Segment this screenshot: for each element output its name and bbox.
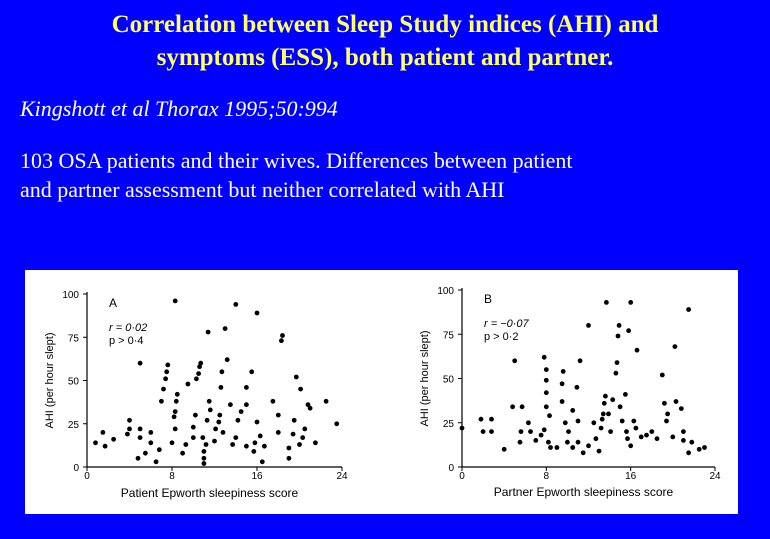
panel-a-y-axis-label: AHI (per hour slept) <box>44 332 56 429</box>
panel-a-stat-p: p > 0·4 <box>109 335 144 347</box>
panel-a-data-point <box>207 399 212 404</box>
panel-a-data-point <box>173 409 178 414</box>
panel-b-data-point <box>606 412 611 417</box>
panel-a-data-point <box>308 406 313 411</box>
panel-a-data-point <box>205 418 210 423</box>
panel-a-data-point <box>138 435 143 440</box>
panel-a-data-point <box>202 456 207 461</box>
panel-a-data-point <box>138 427 143 432</box>
panel-a-data-point <box>93 440 98 445</box>
panel-a-data-point <box>170 440 175 445</box>
panel-a-data-point <box>230 442 235 447</box>
panel-b-data-point <box>481 429 486 434</box>
panel-b-data-point <box>528 429 533 434</box>
panel-b-data-point <box>489 417 494 422</box>
panel-a-y-tick-label: 50 <box>67 376 79 388</box>
panel-a-data-point <box>223 326 228 331</box>
panel-b-y-tick-label: 25 <box>442 418 454 430</box>
panel-b-data-point <box>566 429 571 434</box>
panel-b-data-point <box>623 392 628 397</box>
panel-a-data-point <box>173 427 178 432</box>
panel-a-data-point <box>233 302 238 307</box>
panel-b-data-point <box>620 419 625 424</box>
panel-a-data-point <box>262 444 267 449</box>
panel-b-data-point <box>686 450 691 455</box>
panel-a-data-point <box>233 435 238 440</box>
panel-b-stat-p: p > 0·2 <box>484 331 519 343</box>
panel-a-data-point <box>164 369 169 374</box>
panel-b-data-point <box>660 373 665 378</box>
panel-a-data-point <box>251 449 256 454</box>
panel-b-data-point <box>586 323 591 328</box>
panel-b-data-point <box>519 429 524 434</box>
panel-b-data-point <box>578 358 583 363</box>
panel-a-data-point <box>212 439 217 444</box>
panel-b-data-point <box>460 426 465 431</box>
panel-a-y-tick-label: 0 <box>73 463 79 474</box>
panel-a-data-point <box>202 449 207 454</box>
panel-b-data-point <box>594 436 599 441</box>
slide-title <box>0 8 770 74</box>
panel-b-data-point <box>520 404 525 409</box>
panel-a-data-point <box>208 408 213 413</box>
panel-a-data-point <box>165 363 170 368</box>
panel-a-data-point <box>111 437 116 442</box>
panel-a-y-tick-label: 25 <box>67 419 79 431</box>
panel-b-data-point <box>615 360 620 365</box>
panel-a-data-point <box>291 432 296 437</box>
panel-a-data-point <box>157 447 162 452</box>
panel-a-data-point <box>292 418 297 423</box>
panel-b-data-point <box>665 412 670 417</box>
panel-b-data-point <box>702 445 707 450</box>
panel-a-data-point <box>174 399 179 404</box>
panel-b-data-point <box>560 399 565 404</box>
scatter-figure-svg <box>25 270 738 514</box>
panel-b-data-point <box>673 344 678 349</box>
panel-b-data-point <box>518 440 523 445</box>
panel-a-data-point <box>258 434 263 439</box>
panel-a-data-point <box>127 418 132 423</box>
panel-b-data-point <box>681 429 686 434</box>
panel-b-data-point <box>548 445 553 450</box>
panel-b-data-point <box>555 445 560 450</box>
panel-b-data-point <box>617 323 622 328</box>
panel-b-data-point <box>624 429 629 434</box>
panel-b-data-point <box>581 450 586 455</box>
panel-b-data-point <box>560 381 565 386</box>
panel-b-y-axis-label: AHI (per hour slept) <box>419 330 431 427</box>
panel-a-x-tick-label: 8 <box>169 471 175 482</box>
panel-a-data-point <box>143 451 148 456</box>
panel-a-data-point <box>204 442 209 447</box>
panel-a-data-point <box>271 399 276 404</box>
panel-a-data-point <box>161 387 166 392</box>
panel-b-data-point <box>586 443 591 448</box>
panel-a-data-point <box>287 446 292 451</box>
panel-b-data-point <box>670 435 675 440</box>
panel-a-data-point <box>260 459 265 464</box>
panel-a-data-point <box>202 461 207 466</box>
body-text-line-1: 103 OSA patients and their wives. Differences between patient <box>20 148 573 173</box>
panel-b-data-point <box>576 419 581 424</box>
panel-a-data-point <box>101 430 106 435</box>
panel-b-data-point <box>510 404 515 409</box>
panel-a-data-point <box>334 421 339 426</box>
panel-b-data-point <box>547 413 552 418</box>
panel-b-data-point <box>565 440 570 445</box>
panel-b-data-point <box>618 404 623 409</box>
panel-a-x-tick-label: 16 <box>251 471 263 482</box>
panel-b-data-point <box>608 429 613 434</box>
panel-b-stat-r: r = −0·07 <box>484 318 529 330</box>
panel-a-data-point <box>138 361 143 366</box>
panel-b-data-point <box>489 429 494 434</box>
panel-a-data-point <box>324 399 329 404</box>
panel-a-x-tick-label: 0 <box>84 471 90 482</box>
panel-a-data-point <box>217 413 222 418</box>
panel-b-data-point <box>628 300 633 305</box>
panel-a-data-point <box>300 435 305 440</box>
panel-b-data-point <box>570 445 575 450</box>
panel-a-data-point <box>125 432 130 437</box>
panel-a-data-point <box>221 430 226 435</box>
panel-b-data-point <box>655 436 660 441</box>
panel-a-data-point <box>159 399 164 404</box>
panel-b-data-point <box>626 328 631 333</box>
panel-b-data-point <box>575 385 580 390</box>
scatter-figure <box>25 270 738 514</box>
citation: Kingshott et al Thorax 1995;50:994 <box>20 96 338 121</box>
panel-b-data-point <box>662 401 667 406</box>
panel-a-data-point <box>175 392 180 397</box>
panel-b-data-point <box>526 420 531 425</box>
panel-b-data-point <box>649 429 654 434</box>
panel-b-data-point <box>625 436 630 441</box>
panel-b-data-point <box>603 394 608 399</box>
slide-title-line-1: Correlation between Sleep Study indices (AHI) and <box>111 11 659 38</box>
panel-b-data-point <box>635 348 640 353</box>
panel-b-y-tick-label: 50 <box>442 374 454 386</box>
panel-b-label: B <box>484 292 493 306</box>
panel-b-x-tick-label: 0 <box>459 471 465 482</box>
panel-a-data-point <box>194 376 199 381</box>
panel-b-data-point <box>544 404 549 409</box>
panel-a-data-point <box>191 425 196 430</box>
panel-b-data-point <box>602 401 607 406</box>
panel-b-data-point <box>570 408 575 413</box>
panel-b-data-point <box>544 378 549 383</box>
panel-b-data-point <box>664 419 669 424</box>
panel-a-data-point <box>206 330 211 335</box>
panel-a-data-point <box>244 402 249 407</box>
panel-b-x-tick-label: 16 <box>625 471 637 482</box>
panel-a-data-point <box>313 440 318 445</box>
panel-a-data-point <box>219 385 224 390</box>
panel-b-data-point <box>539 433 544 438</box>
panel-b-data-point <box>599 426 604 431</box>
panel-a-data-point <box>154 459 159 464</box>
panel-a-data-point <box>239 409 244 414</box>
panel-a-data-point <box>255 420 260 425</box>
panel-b-data-point <box>674 399 679 404</box>
panel-a-data-point <box>148 430 153 435</box>
panel-a-data-point <box>276 413 281 418</box>
panel-b-data-point <box>604 300 609 305</box>
panel-b-data-point <box>614 371 619 376</box>
panel-a-x-tick-label: 24 <box>336 471 348 482</box>
panel-b-data-point <box>502 447 507 452</box>
panel-a-data-point <box>287 456 292 461</box>
panel-b-data-point <box>546 440 551 445</box>
panel-a-stat-r: r = 0·02 <box>109 322 148 334</box>
panel-b-y-tick-label: 75 <box>442 330 454 342</box>
panel-b-data-point <box>697 447 702 452</box>
panel-b-data-point <box>563 420 568 425</box>
panel-b-data-point <box>597 449 602 454</box>
panel-a-data-point <box>244 385 249 390</box>
panel-a-data-point <box>136 456 141 461</box>
panel-a-data-point <box>280 333 285 338</box>
panel-a-data-point <box>294 375 299 380</box>
panel-b-y-tick-label: 0 <box>448 463 454 474</box>
panel-a-data-point <box>163 376 168 381</box>
panel-b-data-point <box>600 417 605 422</box>
panel-b-x-axis-label: Partner Epworth sleepiness score <box>493 485 674 499</box>
panel-b-x-tick-label: 24 <box>709 471 721 482</box>
panel-a-data-point <box>191 435 196 440</box>
panel-a-label: A <box>109 296 118 310</box>
panel-b-x-tick-label: 8 <box>543 471 550 482</box>
panel-b-data-point <box>616 334 621 339</box>
panel-a-data-point <box>180 451 185 456</box>
body-text <box>20 146 573 204</box>
panel-a-data-point <box>172 414 177 419</box>
panel-b-y-tick-label: 100 <box>437 286 454 297</box>
panel-b-data-point <box>681 438 686 443</box>
panel-a-data-point <box>193 413 198 418</box>
panel-b-data-point <box>542 355 547 360</box>
panel-a-data-point <box>216 420 221 425</box>
panel-a-data-point <box>198 361 203 366</box>
panel-a-data-point <box>236 418 241 423</box>
panel-a-y-tick-label: 100 <box>62 290 79 301</box>
panel-a-data-point <box>302 427 307 432</box>
slide-title-line-2: symptoms (ESS), both patient and partner. <box>156 44 614 71</box>
panel-b-data-point <box>561 369 566 374</box>
panel-b-data-point <box>591 420 596 425</box>
panel-a-data-point <box>276 430 281 435</box>
panel-a-data-point <box>244 444 249 449</box>
panel-b-data-point <box>479 417 484 422</box>
panel-a-data-point <box>183 442 188 447</box>
panel-a-data-point <box>253 440 258 445</box>
panel-a-data-point <box>103 444 108 449</box>
panel-a-x-axis-label: Patient Epworth sleepiness score <box>120 486 299 500</box>
panel-b-data-point <box>631 419 636 424</box>
panel-b-data-point <box>576 440 581 445</box>
panel-b-data-point <box>610 397 615 402</box>
panel-a-data-point <box>213 427 218 432</box>
panel-a-data-point <box>196 371 201 376</box>
panel-a-data-point <box>220 369 225 374</box>
panel-a-data-point <box>200 435 205 440</box>
panel-b-data-point <box>679 406 684 411</box>
panel-b-data-point <box>544 367 549 372</box>
panel-b-data-point <box>644 433 649 438</box>
panel-b-data-point <box>686 307 691 312</box>
body-text-line-2: and partner assessment but neither correlated with AHI <box>20 177 505 202</box>
panel-a-data-point <box>173 299 178 304</box>
panel-b-data-point <box>689 440 694 445</box>
panel-a-data-point <box>297 442 302 447</box>
panel-b-data-point <box>634 426 639 431</box>
panel-b-data-point <box>533 438 538 443</box>
panel-b-data-point <box>628 443 633 448</box>
panel-a-data-point <box>148 440 153 445</box>
panel-b-data-point <box>601 412 606 417</box>
panel-a-data-point <box>279 338 284 343</box>
panel-a-data-point <box>255 311 260 316</box>
panel-b-data-point <box>639 435 644 440</box>
panel-a-data-point <box>225 357 230 362</box>
panel-b-data-point <box>542 427 547 432</box>
panel-a-data-point <box>298 387 303 392</box>
panel-a-data-point <box>127 427 132 432</box>
panel-b-data-point <box>512 358 517 363</box>
panel-a-data-point <box>228 402 233 407</box>
panel-b-data-point <box>544 390 549 395</box>
panel-a-y-tick-label: 75 <box>67 333 79 345</box>
panel-a-data-point <box>186 382 191 387</box>
panel-a-data-point <box>249 369 254 374</box>
